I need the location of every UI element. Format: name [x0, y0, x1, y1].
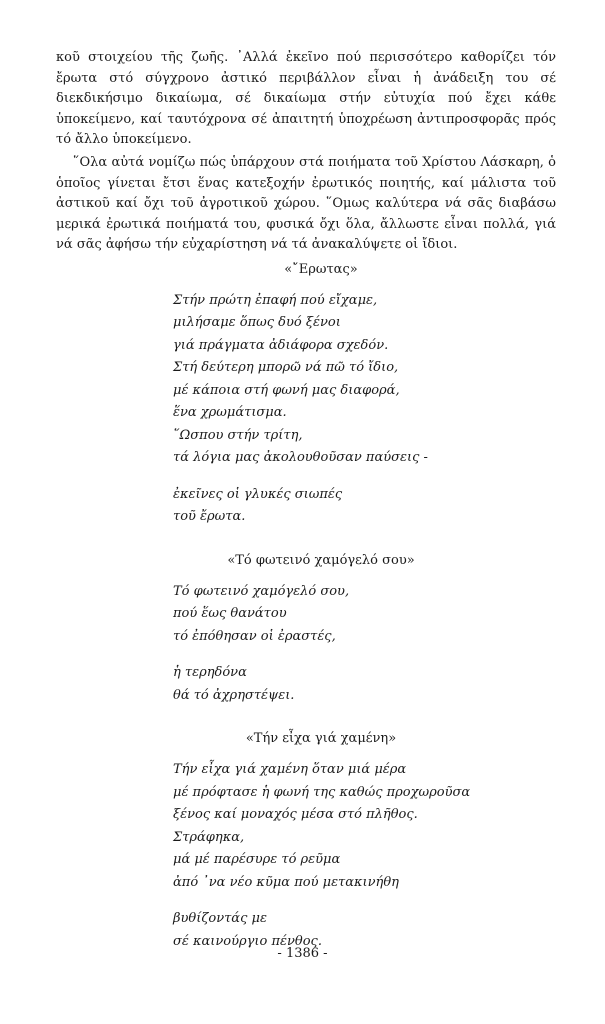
page-body: [56, 48, 556, 967]
paragraph: ῞Ολα αὐτά νομίζω πώς ὑπάρχουν στά ποιήματα τοῦ Χρίστου Λάσκαρη, ὁ ὁποῖος γίνεται ἔτσι ἕνας κατεξοχήν ἐρωτικός ποιητής, καί μάλιστα τοῦ ἀστικοῦ καί ὄχι τοῦ ἀγροτικοῦ χώρου. ῞Ομως καλύτερα νά σᾶς διαβάσω μερικά ἐρωτικά ποιήματά του, φυσικά ὄχι ὅλα, ἄλλωστε εἶναι πολλά, γιά νά σᾶς ἀφήσω τήν εὐχαρίστηση νά τά ἀνακαλύψετε οἱ ἴδιοι.: [56, 154, 556, 253]
poem-line: ξένος καί μοναχός μέσα στό πλῆθος.: [173, 807, 418, 823]
poem-stanza: [173, 484, 556, 529]
poem-line: Στράφηκα,: [173, 829, 245, 845]
poem-line: ἀπό ᾽να νέο κῦμα πού μετακινήθη: [173, 874, 399, 890]
poem-line: σέ καινούργιο πένθος.: [173, 933, 322, 949]
poem-line: μά μέ παρέσυρε τό ρεῦμα: [173, 852, 341, 868]
poem-line: Τό φωτεινό χαμόγελό σου,: [173, 583, 350, 599]
poem-line: τό ἐπόθησαν οἱ ἐραστές,: [173, 628, 336, 644]
poem-line: Τήν εἶχα γιά χαμένη ὅταν μιά μέρα: [173, 762, 407, 778]
poem-line: ἐκεῖνες οἱ γλυκές σιωπές: [173, 486, 343, 502]
poem-line: μέ πρόφτασε ἡ φωνή της καθώς προχωροῦσα: [173, 784, 471, 800]
poem-line: γιά πράγματα ἀδιάφορα σχεδόν.: [173, 337, 389, 353]
page-number: - 1386 -: [277, 946, 328, 961]
poem-line: μιλήσαμε ὅπως δυό ξένοι: [173, 315, 341, 331]
poem-line: Στήν πρώτη ἐπαφή πού εἴχαμε,: [173, 292, 378, 308]
poem-line: Στή δεύτερη μπορῶ νά πῶ τό ἴδιο,: [173, 360, 399, 376]
poems: [56, 260, 556, 954]
poem-line: ἕνα χρωμάτισμα.: [173, 405, 287, 421]
poem-line: βυθίζοντάς με: [173, 911, 267, 927]
poem-line: τά λόγια μας ἀκολουθοῦσαν παύσεις -: [173, 450, 428, 466]
poem-title: «Τήν εἶχα γιά χαμένη»: [245, 731, 397, 747]
poem-stanza: [173, 290, 556, 470]
prose: [56, 48, 556, 256]
paragraph: κοῦ στοιχείου τῆς ζωῆς. ᾽Αλλά ἐκεῖνο πού περισσότερο καθορίζει τόν ἔρωτα στό σύγχρονο ἀστικό περιβάλλον εἶναι ἡ ἀνάδειξη του σέ διεκδικήσιμο δικαίωμα, σέ δικαίωμα στήν εὐτυχία πού ἔχει κάθε ὑποκείμενο, καί ταυτόχρονα σέ ἀπαιτητή ὑποχρέωση ἀντιπροσφορᾶς πρός τό ἄλλο ὑποκείμενο.: [56, 50, 556, 148]
poem-line: θά τό ἀχρηστέψει.: [173, 687, 295, 703]
poem-stanza: [173, 581, 556, 649]
poem-title: «῎Ερωτας»: [284, 261, 358, 277]
poem: [56, 260, 556, 529]
poem-line: τοῦ ἔρωτα.: [173, 509, 246, 525]
poem-title: «Τό φωτεινό χαμόγελό σου»: [227, 552, 415, 568]
poem: [56, 551, 556, 708]
poem-stanza: [173, 662, 556, 707]
poem-line: ῞Ωσπου στήν τρίτη,: [173, 427, 303, 443]
poem-line: μέ κάποια στή φωνή μας διαφορά,: [173, 382, 400, 398]
poem-stanza: [173, 759, 556, 894]
poem-line: ἡ τερηδόνα: [173, 665, 247, 681]
poem-line: πού ἕως θανάτου: [173, 606, 287, 622]
poem: [56, 729, 556, 953]
